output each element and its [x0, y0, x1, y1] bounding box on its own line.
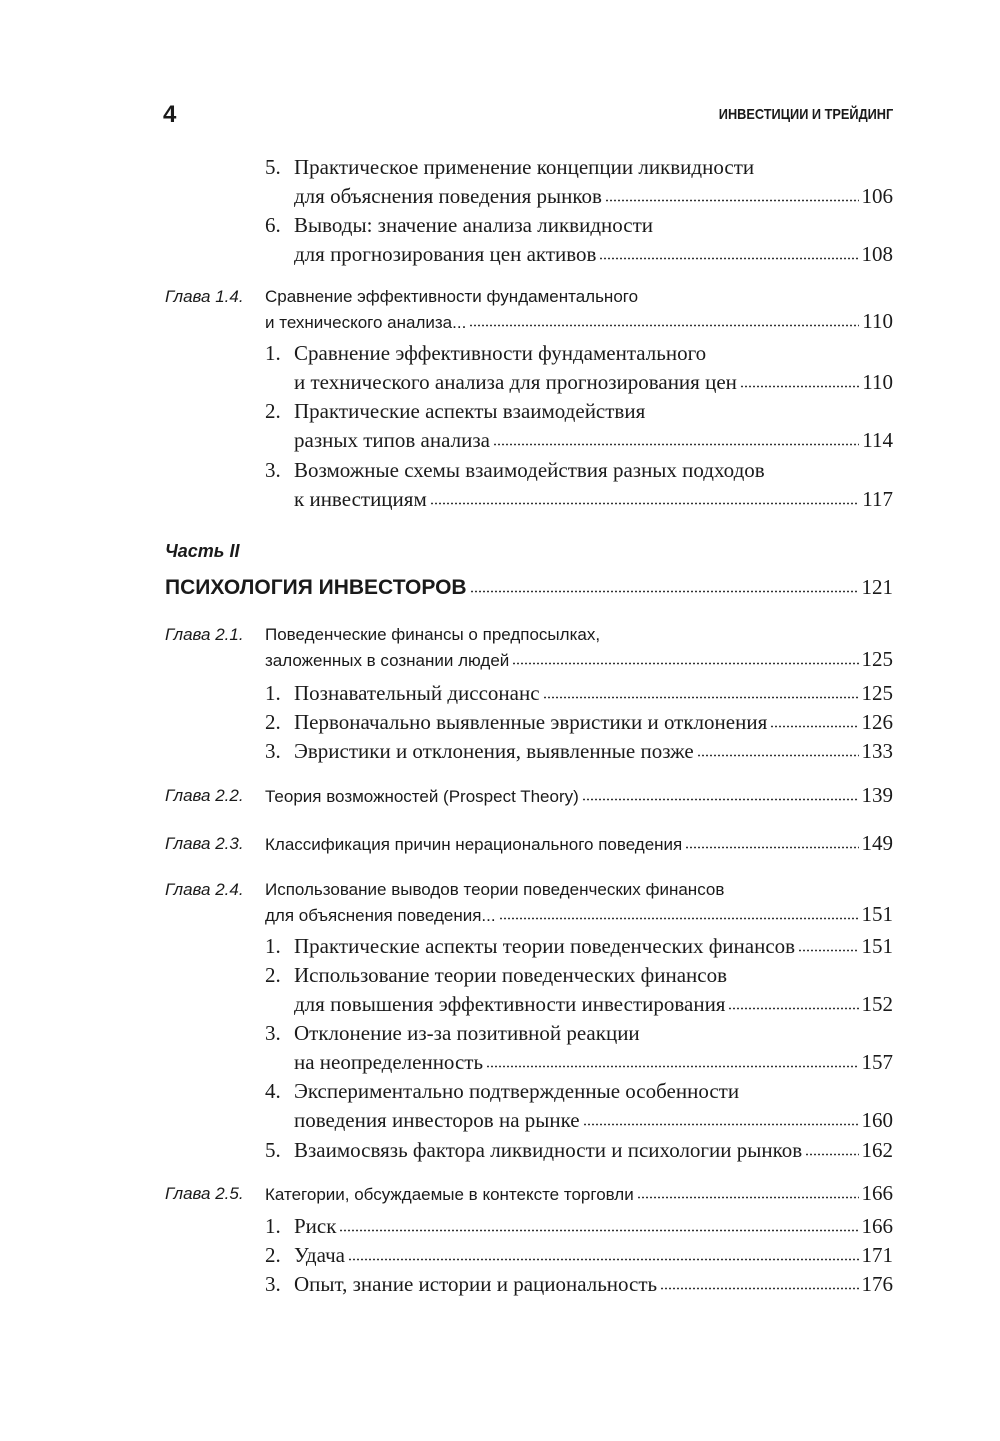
chapter-title: для объяснения поведения...	[265, 906, 496, 925]
toc-item[interactable]	[265, 737, 893, 766]
chapter-title: и технического анализа...	[265, 313, 467, 332]
running-header: ИНВЕСТИЦИИ И ТРЕЙДИНГ	[718, 106, 893, 123]
item-text: Практические аспекты теории поведенческих финансов	[294, 934, 796, 958]
item-text: для повышения эффективности инвестирования	[294, 992, 726, 1016]
dot-leader	[469, 324, 859, 327]
toc-item[interactable]	[265, 1136, 893, 1165]
chapter-page: 110	[862, 309, 893, 333]
dot-leader	[583, 1123, 859, 1126]
dot-leader	[637, 1196, 859, 1199]
item-page: 166	[861, 1214, 893, 1238]
item-page: 126	[861, 710, 893, 734]
toc-chapter[interactable]	[165, 831, 893, 857]
item-page: 117	[862, 487, 893, 511]
toc-item[interactable]	[265, 153, 893, 211]
toc-item[interactable]	[265, 397, 893, 455]
item-text: Выводы: значение анализа ликвидности	[294, 213, 654, 237]
item-number: 1.	[265, 1214, 281, 1238]
item-page: 125	[861, 681, 893, 705]
item-number: 3.	[265, 739, 281, 763]
dot-leader	[512, 662, 858, 665]
item-page: 160	[861, 1108, 893, 1132]
part-title: ПСИХОЛОГИЯ ИНВЕСТОРОВ	[165, 576, 467, 599]
item-number: 2.	[265, 399, 281, 423]
toc-item[interactable]	[265, 961, 893, 1019]
item-text: Первоначально выявленные эвристики и отклонения	[294, 710, 768, 734]
toc-chapter[interactable]	[165, 783, 893, 809]
dot-leader	[339, 1229, 858, 1232]
chapter-page: 151	[861, 902, 893, 926]
chapter-page: 139	[861, 783, 893, 807]
chapter-title: заложенных в сознании людей	[265, 651, 510, 670]
dot-leader	[605, 199, 859, 202]
item-number: 2.	[265, 1243, 281, 1267]
item-number: 2.	[265, 710, 281, 734]
item-number: 1.	[265, 681, 281, 705]
item-number: 1.	[265, 934, 281, 958]
item-text: Взаимосвязь фактора ликвидности и психологии рынков	[294, 1138, 803, 1162]
toc-item[interactable]	[265, 1077, 893, 1135]
toc-chapter[interactable]	[165, 622, 893, 673]
toc-item[interactable]	[265, 932, 893, 961]
part-label: Часть II	[165, 541, 240, 561]
dot-leader	[728, 1007, 858, 1010]
item-page: 157	[861, 1050, 893, 1074]
chapter-label: Глава 2.5.	[165, 1184, 244, 1203]
dot-leader	[798, 949, 858, 952]
part-page: 121	[861, 575, 893, 599]
chapter-label: Глава 1.4.	[165, 287, 244, 306]
item-page: 162	[861, 1138, 893, 1162]
dot-leader	[348, 1258, 859, 1261]
page-number: 4	[163, 101, 177, 128]
item-page: 110	[862, 370, 893, 394]
item-number: 2.	[265, 963, 281, 987]
item-page: 151	[861, 934, 893, 958]
chapter-title: Категории, обсуждаемые в контексте торговли	[265, 1185, 634, 1204]
item-number: 1.	[265, 341, 281, 365]
chapter-title: Теория возможностей (Prospect Theory)	[265, 787, 579, 806]
item-text: Использование теории поведенческих финансов	[294, 963, 728, 987]
dot-leader	[685, 846, 858, 849]
item-text: Риск	[294, 1214, 337, 1238]
item-text: Опыт, знание истории и рациональность	[294, 1272, 658, 1296]
toc-item[interactable]	[265, 1241, 893, 1270]
item-text: для объяснения поведения рынков	[294, 184, 602, 208]
dot-leader	[697, 754, 859, 757]
item-number: 4.	[265, 1079, 281, 1103]
chapter-title: Сравнение эффективности фундаментального	[265, 287, 639, 306]
chapter-label: Глава 2.4.	[165, 880, 244, 899]
item-page: 133	[861, 739, 893, 763]
dot-leader	[582, 798, 859, 801]
item-number: 5.	[265, 155, 281, 179]
toc-chapter[interactable]	[165, 284, 893, 335]
dot-leader	[660, 1287, 858, 1290]
chapter-label: Глава 2.2.	[165, 786, 244, 805]
item-text: Практическое применение концепции ликвидности	[294, 155, 755, 179]
dot-leader	[499, 917, 859, 920]
toc-item[interactable]	[265, 339, 893, 397]
item-text: Отклонение из-за позитивной реакции	[294, 1021, 640, 1045]
item-text: Познавательный диссонанс	[294, 681, 540, 705]
item-page: 114	[862, 428, 893, 452]
toc-chapter[interactable]	[165, 1181, 893, 1207]
item-page: 108	[861, 242, 893, 266]
item-number: 3.	[265, 1272, 281, 1296]
chapter-title: Использование выводов теории поведенческих финансов	[265, 880, 725, 899]
toc-chapter[interactable]	[165, 877, 893, 928]
item-page: 176	[861, 1272, 893, 1296]
toc-item[interactable]	[265, 1019, 893, 1077]
item-page: 106	[861, 184, 893, 208]
item-number: 3.	[265, 458, 281, 482]
chapter-page: 125	[861, 647, 893, 671]
item-text: к инвестициям	[294, 487, 427, 511]
item-number: 3.	[265, 1021, 281, 1045]
chapter-page: 149	[861, 831, 893, 855]
dot-leader	[599, 257, 858, 260]
dot-leader	[543, 696, 859, 699]
item-text: Удача	[294, 1243, 345, 1267]
dot-leader	[470, 590, 859, 593]
item-text: поведения инвесторов на рынке	[294, 1108, 580, 1132]
chapter-title: Классификация причин нерационального поведения	[265, 835, 683, 854]
toc-item[interactable]	[265, 456, 893, 514]
item-text: для прогнозирования цен активов	[294, 242, 597, 266]
toc-item[interactable]	[265, 679, 893, 708]
item-text: Возможные схемы взаимодействия разных подходов	[294, 458, 765, 482]
item-text: на неопределенность	[294, 1050, 484, 1074]
item-page: 152	[861, 992, 893, 1016]
chapter-title: Поведенческие финансы о предпосылках,	[265, 625, 601, 644]
item-number: 5.	[265, 1138, 281, 1162]
item-text: Эвристики и отклонения, выявленные позже	[294, 739, 694, 763]
item-text: и технического анализа для прогнозирования цен	[294, 370, 737, 394]
item-text: Сравнение эффективности фундаментального	[294, 341, 707, 365]
dot-leader	[805, 1153, 858, 1156]
chapter-label: Глава 2.3.	[165, 834, 244, 853]
chapter-page: 166	[861, 1181, 893, 1205]
item-number: 6.	[265, 213, 281, 237]
toc-item[interactable]	[265, 1212, 893, 1241]
item-text: Экспериментально подтвержденные особенности	[294, 1079, 740, 1103]
dot-leader	[486, 1065, 858, 1068]
chapter-label: Глава 2.1.	[165, 625, 244, 644]
dot-leader	[770, 725, 858, 728]
dot-leader	[493, 443, 859, 446]
item-page: 171	[861, 1243, 893, 1267]
dot-leader	[740, 385, 859, 388]
toc-item[interactable]	[265, 708, 893, 737]
toc-item[interactable]	[265, 211, 893, 269]
item-text: разных типов анализа	[294, 428, 490, 452]
part-title-entry[interactable]	[165, 573, 893, 603]
item-text: Практические аспекты взаимодействия	[294, 399, 646, 423]
dot-leader	[430, 502, 860, 505]
toc-item[interactable]	[265, 1270, 893, 1299]
